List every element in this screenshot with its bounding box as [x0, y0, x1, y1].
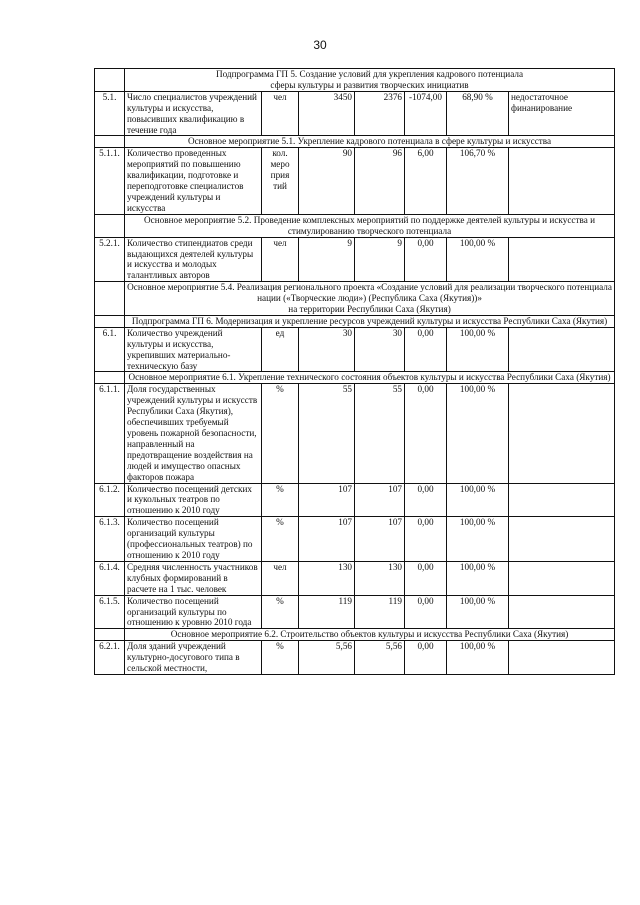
section-header-row	[95, 629, 615, 641]
indicator-name: Количество проведенных мероприятий по повышению квалификации, подготовке и переподготовке специалистов учреждений культуры и искусства	[125, 148, 262, 214]
section-header: Подпрограмма ГП 6. Модернизация и укрепление ресурсов учреждений культуры и искусства Республики Саха (Якутия)	[125, 315, 615, 327]
unit-cell: чел	[262, 91, 299, 136]
indicator-name: Доля государственных учреждений культуры и искусств Республики Саха (Якутия), обеспечивших требуемый уровень пожарной безопасности, направленный на предотвращение воздействия на людей и имущество опасных факторов пожара	[125, 384, 262, 483]
row-number: 6.2.1.	[95, 641, 125, 675]
section-header-row	[95, 282, 615, 316]
completion-percent: 100,00 %	[447, 561, 509, 595]
table-row	[95, 641, 615, 675]
row-empty-cell	[95, 136, 125, 148]
note-cell	[509, 327, 615, 372]
plan-value: 107	[299, 483, 355, 517]
fact-value: 2376	[355, 91, 405, 136]
deviation-value: -1074,00	[405, 91, 447, 136]
section-header: Основное мероприятие 6.1. Укрепление технического состояния объектов культуры и искусства Республики Саха (Якутия)	[125, 372, 615, 384]
table-row	[95, 91, 615, 136]
row-empty-cell	[95, 282, 125, 316]
note-cell	[509, 517, 615, 562]
deviation-value: 0,00	[405, 641, 447, 675]
indicator-name: Количество посещений организаций культуры по отношению к уровню 2010 года	[125, 595, 262, 629]
row-empty-cell	[95, 69, 125, 92]
unit-cell: %	[262, 641, 299, 675]
plan-value: 30	[299, 327, 355, 372]
completion-percent: 100,00 %	[447, 595, 509, 629]
row-empty-cell	[95, 315, 125, 327]
row-number: 6.1.3.	[95, 517, 125, 562]
fact-value: 9	[355, 237, 405, 282]
indicator-name: Количество учреждений культуры и искусства, укрепивших материально-техническую базу	[125, 327, 262, 372]
table-row	[95, 561, 615, 595]
row-empty-cell	[95, 372, 125, 384]
table-row	[95, 595, 615, 629]
plan-value: 9	[299, 237, 355, 282]
unit-cell: %	[262, 517, 299, 562]
fact-value: 55	[355, 384, 405, 483]
row-number: 6.1.1.	[95, 384, 125, 483]
plan-value: 90	[299, 148, 355, 214]
completion-percent: 100,00 %	[447, 327, 509, 372]
note-cell	[509, 595, 615, 629]
deviation-value: 0,00	[405, 483, 447, 517]
completion-percent: 100,00 %	[447, 517, 509, 562]
note-cell	[509, 483, 615, 517]
fact-value: 30	[355, 327, 405, 372]
table-row	[95, 384, 615, 483]
row-empty-cell	[95, 214, 125, 237]
fact-value: 5,56	[355, 641, 405, 675]
unit-cell: ед	[262, 327, 299, 372]
indicator-name: Средняя численность участников клубных формирований в расчете на 1 тыс. человек	[125, 561, 262, 595]
section-header-row	[95, 136, 615, 148]
indicator-name: Доля зданий учреждений культурно-досугового типа в сельской местности,	[125, 641, 262, 675]
fact-value: 107	[355, 517, 405, 562]
completion-percent: 100,00 %	[447, 483, 509, 517]
note-cell	[509, 561, 615, 595]
table-row	[95, 237, 615, 282]
row-number: 5.1.	[95, 91, 125, 136]
unit-cell: %	[262, 483, 299, 517]
deviation-value: 6,00	[405, 148, 447, 214]
unit-cell: %	[262, 595, 299, 629]
fact-value: 130	[355, 561, 405, 595]
section-header-row	[95, 214, 615, 237]
deviation-value: 0,00	[405, 384, 447, 483]
section-header: Основное мероприятие 5.1. Укрепление кадрового потенциала в сфере культуры и искусства	[125, 136, 615, 148]
row-number: 6.1.4.	[95, 561, 125, 595]
note-cell	[509, 237, 615, 282]
row-number: 6.1.	[95, 327, 125, 372]
note-cell: недостаточное финанирование	[509, 91, 615, 136]
fact-value: 96	[355, 148, 405, 214]
completion-percent: 100,00 %	[447, 237, 509, 282]
indicator-name: Количество стипендиатов среди выдающихся деятелей культуры и искусства и молодых талантливых авторов	[125, 237, 262, 282]
deviation-value: 0,00	[405, 561, 447, 595]
section-header: Основное мероприятие 5.2. Проведение комплексных мероприятий по поддержке деятелей культуры и искусства и стимулированию творческого потенциала	[125, 214, 615, 237]
deviation-value: 0,00	[405, 327, 447, 372]
unit-cell: кол. меро прия тий	[262, 148, 299, 214]
deviation-value: 0,00	[405, 237, 447, 282]
row-number: 6.1.2.	[95, 483, 125, 517]
row-empty-cell	[95, 629, 125, 641]
plan-value: 5,56	[299, 641, 355, 675]
completion-percent: 106,70 %	[447, 148, 509, 214]
section-header-row	[95, 372, 615, 384]
page-number: 30	[313, 38, 327, 52]
plan-value: 130	[299, 561, 355, 595]
plan-value: 107	[299, 517, 355, 562]
section-header: Подпрограмма ГП 5. Создание условий для укрепления кадрового потенциала сферы культуры и развития творческих инициатив	[125, 69, 615, 92]
table-row	[95, 148, 615, 214]
row-number: 5.2.1.	[95, 237, 125, 282]
plan-value: 3450	[299, 91, 355, 136]
indicator-name: Количество посещений детских и кукольных театров по отношению к 2010 году	[125, 483, 262, 517]
indicator-name: Количество посещений организаций культуры (профессиональных театров) по отношению к 2010 году	[125, 517, 262, 562]
row-number: 6.1.5.	[95, 595, 125, 629]
note-cell	[509, 148, 615, 214]
unit-cell: %	[262, 384, 299, 483]
plan-value: 119	[299, 595, 355, 629]
section-header-row	[95, 69, 615, 92]
completion-percent: 68,90 %	[447, 91, 509, 136]
plan-value: 55	[299, 384, 355, 483]
section-header: Основное мероприятие 6.2. Строительство объектов культуры и искусства Республики Саха (Якутия)	[125, 629, 615, 641]
unit-cell: чел	[262, 561, 299, 595]
deviation-value: 0,00	[405, 517, 447, 562]
completion-percent: 100,00 %	[447, 641, 509, 675]
indicators-table	[94, 68, 615, 675]
note-cell	[509, 384, 615, 483]
note-cell	[509, 641, 615, 675]
indicator-name: Число специалистов учреждений культуры и искусства, повысивших квалификацию в течение года	[125, 91, 262, 136]
unit-cell: чел	[262, 237, 299, 282]
table-row	[95, 327, 615, 372]
fact-value: 107	[355, 483, 405, 517]
section-header: Основное мероприятие 5.4. Реализация регионального проекта «Создание условий для реализации творческого потенциала нации («Творческие люди») (Республика Саха (Якутия))» на территории Республики Саха (Якутия)	[125, 282, 615, 316]
row-number: 5.1.1.	[95, 148, 125, 214]
fact-value: 119	[355, 595, 405, 629]
table-row	[95, 517, 615, 562]
table-row	[95, 483, 615, 517]
section-header-row	[95, 315, 615, 327]
completion-percent: 100,00 %	[447, 384, 509, 483]
deviation-value: 0,00	[405, 595, 447, 629]
